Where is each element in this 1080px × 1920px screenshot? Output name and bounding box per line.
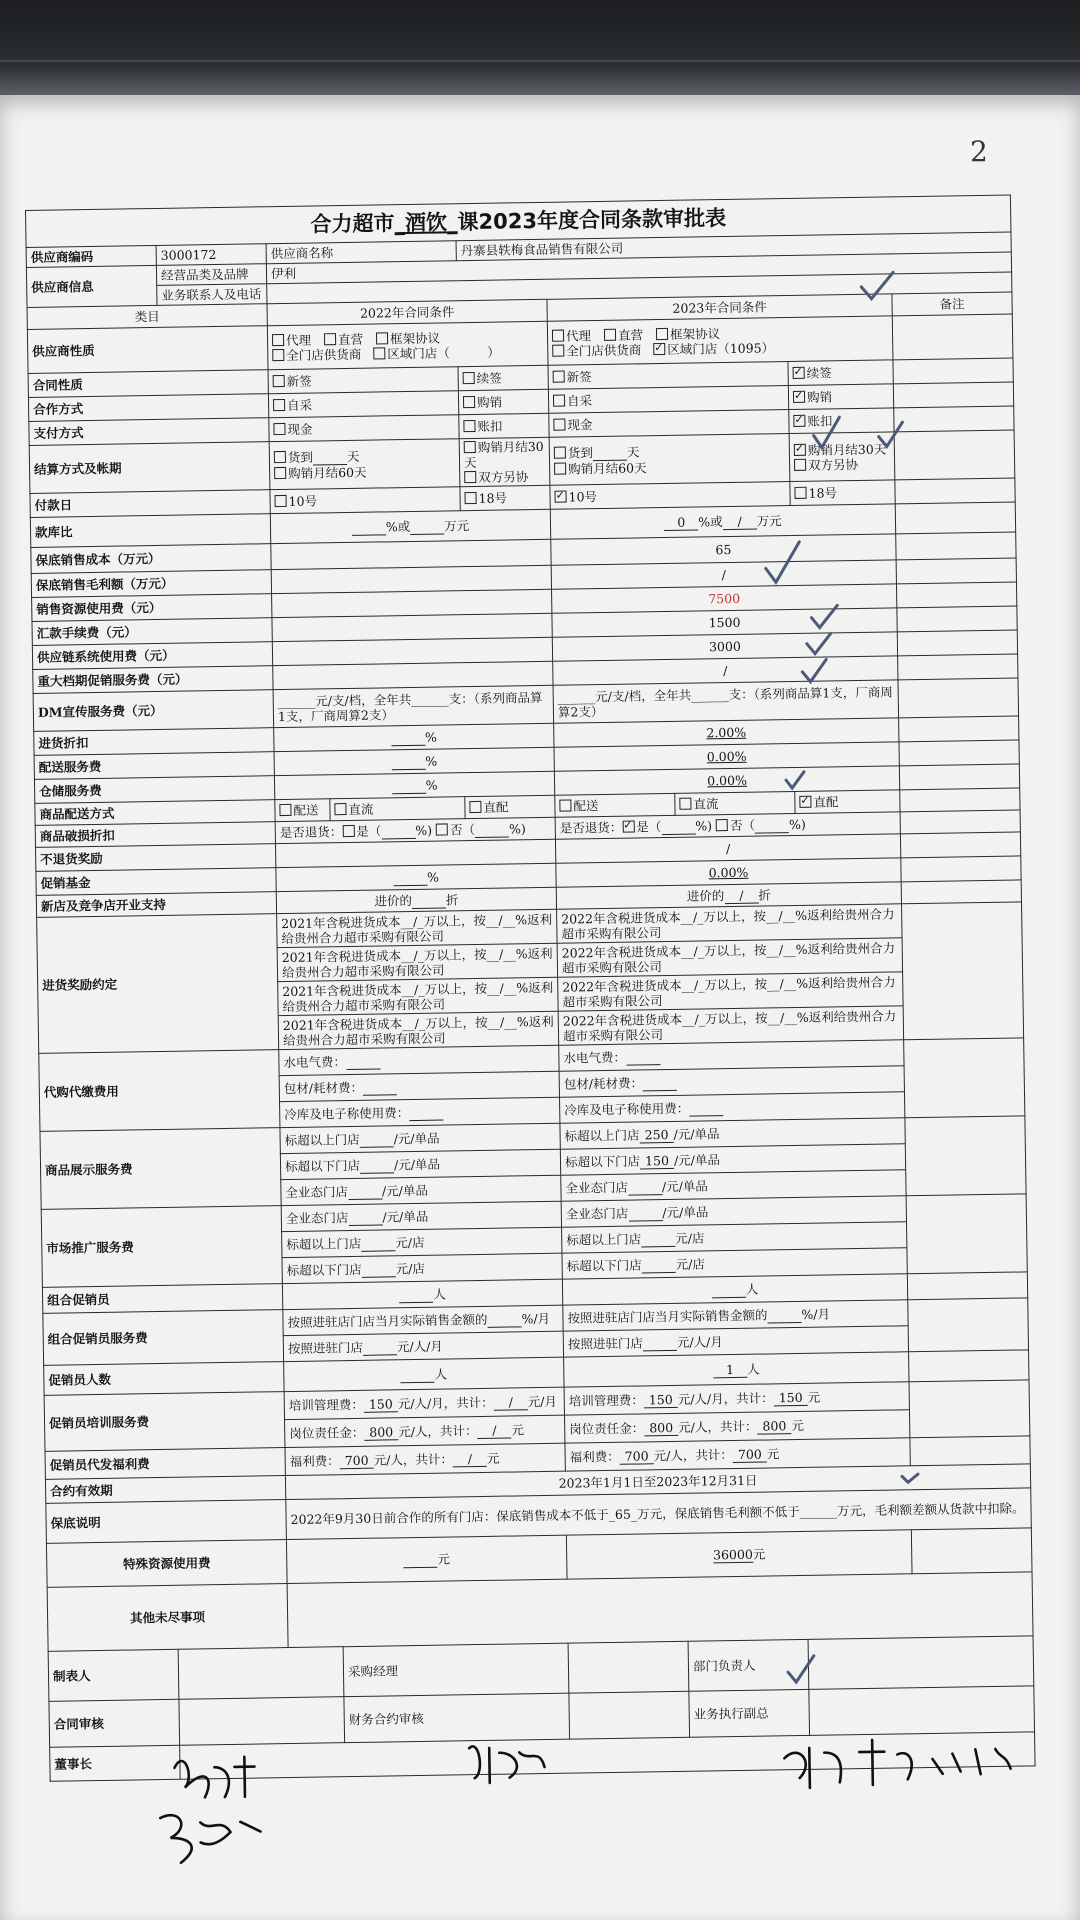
- promo-fund-label: 促销基金: [36, 868, 276, 896]
- desk-background: [0, 0, 1080, 95]
- market-fee-label: 市场推广服务费: [41, 1206, 282, 1288]
- contract-table: 合力超市_酒饮_课2023年度合同条款审批表 供应商编码 3000172 供应商名称 丹寨县轶梅食品销售有限公司 供应商信息 经营品类及品牌 伊利 业务联系人及电话 类目 2022年合同条件 2023年合同条件 备注 供应商性质 代理 直营 框架协议 全门店供货商 区域门店（ ） 代理 直营 框架协议 全门店供货商 ✓ 区域门店（1095） 合同性质 新签 续签 新签 ✓ 续签 合作方式 自采 购销 自采 ✓ 购销 支付方式 现金 账扣 现金 ✓ 账扣 结算方式及帐期 货到 天 购销月结60天 购销月结30天 双方另协 货到 天 购销月结60天 ✓购销月结30天 双方另协 付款日 10号 18号 ✓ 10号 18号 款库比 %或 万元 0 %或 / 万元 保底销售成本（万元） 65 保底销售毛利额（万元） / 销售资源使用费（元） 7500 汇款手续费（元） 1500 供应链系统使用费（元） 3000 重大档期促销服务费（元） / DM宣传服务费（元） ______元/支/档，全年共______支：（系列商品算1支，厂商周算2支） ______元/支/档，全年共______支：（系列商品算1支，厂商周算2支） 进货折扣 % 2.00% 配送服务费 % 0.00% 仓储服务费 % 0.00% 商品配送方式 配送 直流 直配 配送 直流 ✓ 直配 商品破损折扣 是否退货： 是（ %) 否（ %) 是否退货：✓ 是（ %) 否（ %) 不退货奖励 / 促销基金 % 0.00% 新店及竞争店开业支持 进价的 折 进价的 / 折 进货奖励约定 2021年含税进货成本__/_万以上，按__/__%返利给贵州合力超市采购有限公司 2022年含税进货成本__/_万以上，按__/__%返利给贵州合力超市采购有限公司 2021年含税进货成本__/_万以上，按__/__%返利给贵州合力超市采购有限公司 2022年含税进货成本__/_万以上，按__/__%返利给贵州合力超市采购有限公司 2021年含税进货成本__/_万以上，按__/__%返利给贵州合力超市采购有限公司 2022年含税进货成本__/_万以上，按__/__%返利给贵州合力超市采购有限公司 2021年含税进货成本__/_万以上，按__/__%返利给贵州合力超市采购有限公司 2022年含税进货成本__/_万以上，按__/__%返利给贵州合力超市采购有限公司 代购代缴费用 水电气费： 水电气费： 包材/耗材费： 包材/耗材费： 冷库及电子称使用费： 冷库及电子称使用费： 商品展示服务费 标超以上门店 /元/单品 标超以上门店 250 /元/单品 标超以下门店 /元/单品 标超以下门店 150 /元/单品 全业态门店 /元/单品 全业态门店 /元/单品 市场推广服务费 全业态门店 /元/单品 全业态门店 /元/单品 标超以上门店 元/店 标超以上门店 元/店 标超以下门店 元/店 标超以下门店 元/店 组合促销员 人 人 组合促销员服务费 按照进驻店门店当月实际销售金额的 %/月 按照进驻店门店当月实际销售金额的 %/月 按照进驻门店 元/人/月 按照进驻门店 元/人/月 促销员人数 人 1 人 促销员培训服务费 培训管理费： 150 元/人/月，共计： / 元/月 培训管理费： 150 元/人/月，共计： 150 元 岗位责任金： 800 元/人，共计： / 元 岗位责任金： 800 元/人，共计： 800 元 促销员代发福利费 福利费： 700 元/人，共计： / 元 福利费： 700 元/人，共计： 700 元 合约有效期 2023年1月1日至2023年12月31日 保底说明 2022年9月30日前合作的所有门店：保底销售成本不低于_65_万元，保底销售毛利额不低于______万元，毛利额差额从货款中扣除。 特殊资源使用费 元 36000元 其他未尽事项 制表人 采购经理 部门负责人 合同审核 财务合约审核 业务执行副总 董事长: [25, 195, 1036, 1782]
- special-fee-2023: 36000: [712, 1546, 753, 1562]
- dm-fee-2023: ______元/支/档，全年共______支：（系列商品算1支，厂商周算2支）: [553, 680, 899, 723]
- contract-review-label: 合同审核: [49, 1699, 180, 1747]
- settle-label: 结算方式及帐期: [29, 442, 270, 494]
- payday-label: 付款日: [30, 490, 270, 518]
- page-number: 2: [970, 135, 988, 168]
- dept-head-signature: [808, 1636, 1034, 1690]
- stock-ratio-label: 款库比: [30, 514, 270, 548]
- delivery-fee-label: 配送服务费: [34, 752, 274, 780]
- resource-fee-label: 销售资源使用费（元）: [32, 594, 272, 622]
- min-cost-2023: 65: [551, 534, 896, 565]
- agency-fee-label: 代购代缴费用: [39, 1050, 280, 1132]
- damage-discount-label: 商品破损折扣: [35, 822, 275, 848]
- header-remark: 备注: [892, 292, 1012, 316]
- exec-vp-label: 业务执行副总: [689, 1689, 810, 1737]
- nature-label: 供应商性质: [27, 326, 268, 374]
- dept-head-label: 部门负责人: [688, 1639, 809, 1691]
- pay-label: 支付方式: [29, 418, 269, 446]
- brand-label: 经营品类及品牌: [156, 264, 266, 286]
- supplier-info-label: 供应商信息: [26, 265, 157, 307]
- resource-fee-2023: 7500: [552, 584, 897, 613]
- supplier-name-label: 供应商名称: [266, 241, 456, 264]
- major-promo-fee-2023: /: [553, 656, 898, 685]
- dm-fee-2022: ______元/支/档，全年共______支：（系列商品算1支，厂商周算2支）: [273, 685, 554, 727]
- nature-2022: 代理 直营 框架协议 全门店供货商 区域门店（ ）: [267, 321, 548, 369]
- min-margin-2023: /: [551, 560, 896, 589]
- brand-value: 伊利: [266, 252, 1011, 284]
- coop-label: 合作方式: [28, 394, 268, 422]
- purchase-reward-label: 进货奖励约定: [37, 914, 279, 1054]
- maker-label: 制表人: [48, 1649, 179, 1701]
- maker-signature: [178, 1647, 344, 1700]
- contact-label: 业务联系人及电话: [157, 284, 267, 306]
- min-cost-label: 保底销售成本（万元）: [31, 544, 271, 574]
- validity-value: 2023年1月1日至2023年12月31日: [285, 1464, 1030, 1500]
- purchase-discount-label: 进货折扣: [34, 728, 274, 756]
- contract-nature-label: 合同性质: [28, 370, 268, 398]
- dm-fee-label: DM宣传服务费（元）: [33, 690, 274, 732]
- remit-fee-2023: 1500: [552, 608, 897, 637]
- chairman-label: 董事长: [50, 1745, 181, 1781]
- nature-2023: 代理 直营 框架协议 全门店供货商 ✓ 区域门店（1095）: [547, 316, 893, 365]
- header-2023: 2023年合同条件: [547, 294, 892, 321]
- guarantee-text: 2022年9月30日前合作的所有门店：保底销售成本不低于_65_万元，保底销售毛利额不低于______万元，毛利额差额从货款中扣除。: [286, 1488, 1032, 1540]
- delivery-method-label: 商品配送方式: [35, 800, 275, 826]
- supply-chain-fee-label: 供应链系统使用费（元）: [32, 642, 272, 670]
- remit-fee-label: 汇款手续费（元）: [32, 618, 272, 646]
- supplier-code-label: 供应商编码: [26, 245, 156, 267]
- delivery-fee-2023: 0.00%: [554, 742, 899, 771]
- new-store-label: 新店及竞争店开业支持: [36, 892, 276, 918]
- supplier-name: 丹寨县轶梅食品销售有限公司: [456, 232, 1011, 261]
- header-2022: 2022年合同条件: [267, 299, 547, 325]
- storage-fee-2023: 0.00%: [554, 766, 899, 795]
- storage-fee-label: 仓储服务费: [34, 776, 274, 804]
- approval-form: [25, 195, 1036, 1890]
- purchase-discount-2023: 2.00%: [554, 718, 899, 747]
- header-category: 类目: [27, 304, 267, 330]
- supply-chain-fee-2023: 3000: [552, 632, 897, 661]
- min-margin-label: 保底销售毛利额（万元）: [31, 570, 271, 598]
- finance-review-label: 财务合约审核: [344, 1693, 570, 1743]
- supplier-code: 3000172: [156, 244, 266, 266]
- buyer-manager-signature: [568, 1641, 689, 1693]
- buyer-manager-label: 采购经理: [343, 1643, 569, 1697]
- form-title: 合力超市_酒饮_课2023年度合同条款审批表: [26, 195, 1012, 247]
- no-return-label: 不退货奖励: [36, 844, 276, 872]
- major-promo-fee-label: 重大档期促销服务费（元）: [33, 666, 273, 694]
- display-fee-label: 商品展示服务费: [40, 1128, 281, 1210]
